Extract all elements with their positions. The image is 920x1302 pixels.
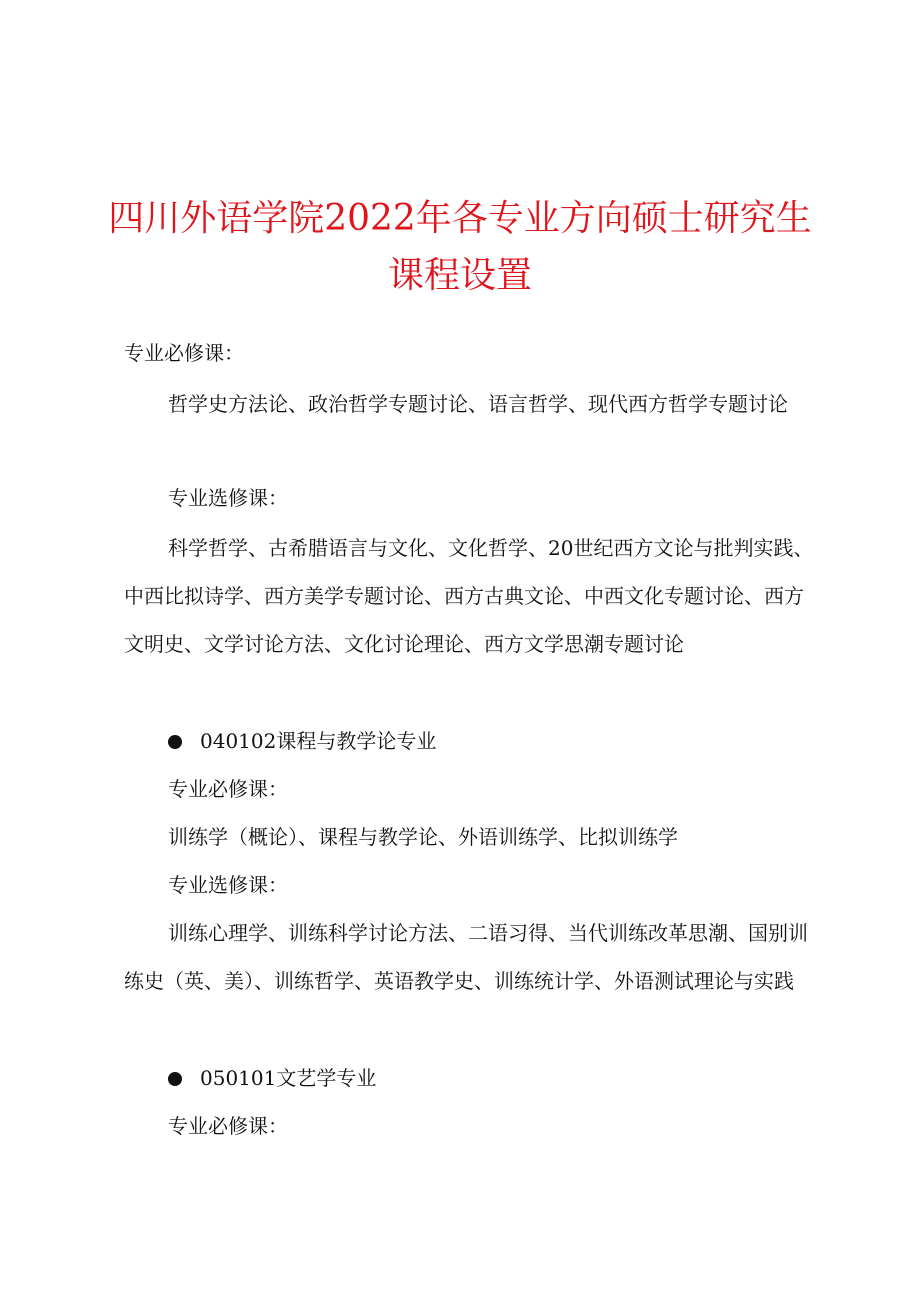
document-title-line-1: 四川外语学院2022年各专业方向硕士研究生 — [108, 198, 812, 239]
elective-courses-top: 科学哲学、古希腊语言与文化、文化哲学、20世纪西方文论与批判实践、中西比拟诗学、西方美学专题讨论、西方古典文论、中西文化专题讨论、西方文明史、文学讨论方法、文化讨论理论、西方文学思潮专题讨论 — [124, 536, 814, 656]
section-heading-text: 050101文艺学专业 — [200, 1066, 377, 1090]
elective-label-top: 专业选修课： — [168, 486, 288, 510]
elective-courses-040102: 训练心理学、训练科学讨论方法、二语习得、当代训练改革思潮、国别训练史（英、美）、训练哲学、英语教学史、训练统计学、外语测试理论与实践 — [124, 921, 808, 993]
section-heading-text: 040102课程与教学论专业 — [200, 729, 437, 753]
required-label-040102: 专业必修课： — [168, 777, 288, 801]
required-label-050101: 专业必修课： — [168, 1114, 288, 1138]
document-title-line-2: 课程设置 — [387, 255, 532, 296]
section-heading-040102 — [168, 717, 436, 765]
section-heading-050101 — [168, 1054, 376, 1102]
bullet-icon — [168, 1072, 182, 1086]
required-courses-040102: 训练学（概论）、课程与教学论、外语训练学、比拟训练学 — [168, 825, 678, 849]
bullet-icon — [168, 735, 182, 749]
required-label-top: 专业必修课： — [124, 341, 244, 365]
elective-label-040102: 专业选修课： — [168, 873, 288, 897]
required-courses-top: 哲学史方法论、政治哲学专题讨论、语言哲学、现代西方哲学专题讨论 — [168, 392, 788, 416]
